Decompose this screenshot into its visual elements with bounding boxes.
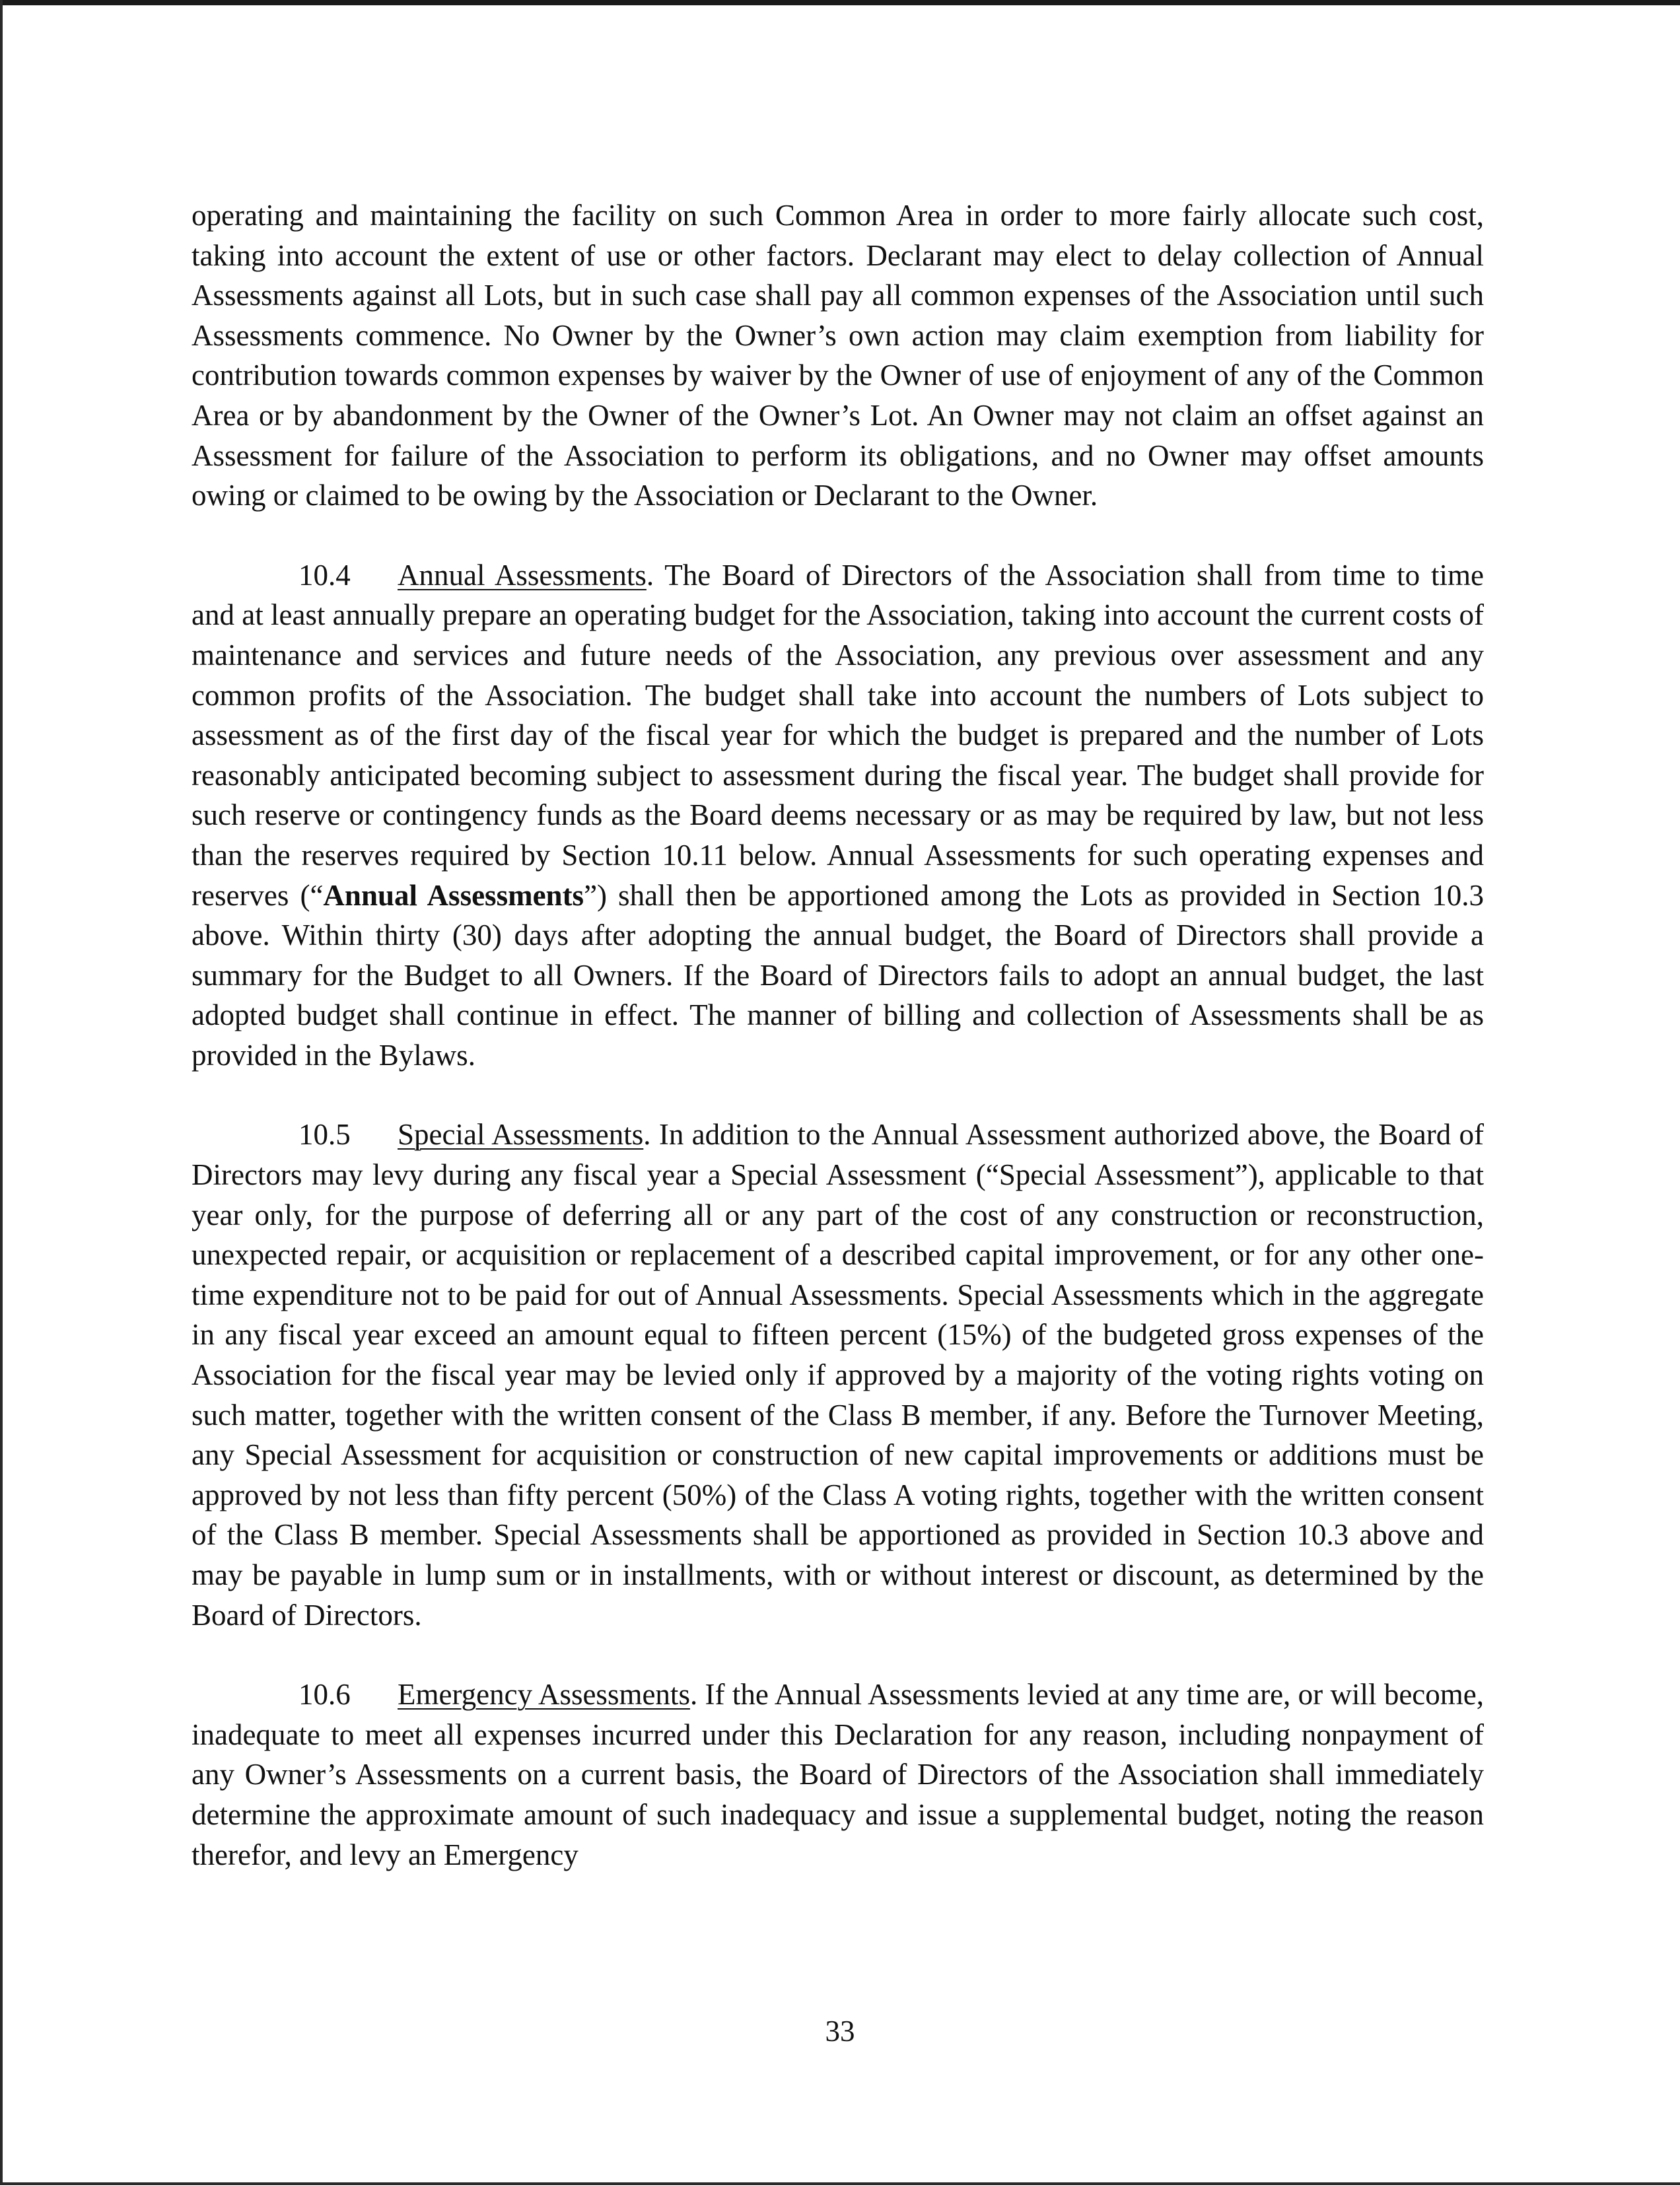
section-number: 10.4 <box>298 558 351 592</box>
section-text: . The Board of Directors of the Association shall from time to time and at least annually prepare an operating budget for the Association, taking into account the current costs of maintenance and services and future needs of the Association, any previous over assessment and any common profits of the Association. The budget shall take into account the numbers of Lots subject to assessment as of the first day of the fiscal year for which the budget is prepared and the number of Lots reasonably anticipated becoming subject to assessment during the fiscal year. The budget shall provide for such reserve or contingency funds as the Board deems necessary or as may be required by law, but not less than the reserves required by Section 10.11 below. Annual Assessments for such operating expenses and reserves (“ <box>192 558 1485 912</box>
section-heading: Special Assessments <box>398 1118 644 1152</box>
document-body <box>192 195 1484 1914</box>
top-border-rule <box>0 0 1680 5</box>
section-10-6 <box>192 1675 1484 1875</box>
bottom-border-rule <box>0 2182 1680 2185</box>
paragraph-continuation: operating and maintaining the facility on such Common Area in order to more fairly allocate such cost, taking into account the extent of use or other factors. Declarant may elect to delay collection of Annual Assessments against all Lots, but in such case shall pay all common expenses of the Association until such Assessments commence. No Owner by the Owner’s own action may claim exemption from liability for contribution towards common expenses by waiver by the Owner of use of enjoyment of any of the Common Area or by abandonment by the Owner of the Owner’s Lot. An Owner may not claim an offset against an Assessment for failure of the Association to perform its obligations, and no Owner may offset amounts owing or claimed to be owing by the Association or Declarant to the Owner. <box>192 199 1484 512</box>
section-10-4 <box>192 555 1484 1076</box>
defined-term: Annual Assessments <box>323 878 584 912</box>
left-border-rule <box>0 0 3 2185</box>
page-number: 33 <box>825 2015 855 2048</box>
section-number: 10.6 <box>298 1678 351 1712</box>
section-heading: Emergency Assessments <box>398 1678 690 1712</box>
section-text-continued: ”) shall then be apportioned among the Lots as provided in Section 10.3 above. Within thirty (30) days after adopting the annual budget, the Board of Directors shall provide a summary for the Budget to all Owners. If the Board of Directors fails to adopt an annual budget, the last adopted budget shall continue in effect. The manner of billing and collection of Assessments shall be as provided in the Bylaws. <box>192 878 1484 1072</box>
section-heading: Annual Assessments <box>398 558 647 592</box>
section-text: . If the Annual Assessments levied at any time are, or will become, inadequate to meet all expenses incurred under this Declaration for any reason, including nonpayment of any Owner’s Assessments on a current basis, the Board of Directors of the Association shall immediately determine the approximate amount of such inadequacy and issue a supplemental budget, noting the reason therefor, and levy an Emergency <box>192 1678 1485 1871</box>
section-10-5 <box>192 1115 1484 1635</box>
section-text: . In addition to the Annual Assessment authorized above, the Board of Directors may levy during any fiscal year a Special Assessment (“Special Assessment”), applicable to that year only, for the purpose of deferring all or any part of the cost of any construction or reconstruction, unexpected repair, or acquisition or replacement of a described capital improvement, or for any other one-time expenditure not to be paid for out of Annual Assessments. Special Assessments which in the aggregate in any fiscal year exceed an amount equal to fifteen percent (15%) of the budgeted gross expenses of the Association for the fiscal year may be levied only if approved by a majority of the voting rights voting on such matter, together with the written consent of the Class B member, if any. Before the Turnover Meeting, any Special Assessment for acquisition or construction of new capital improvements or additions must be approved by not less than fifty percent (50%) of the Class A voting rights, together with the written consent of the Class B member. Special Assessments shall be apportioned as provided in Section 10.3 above and may be payable in lump sum or in installments, with or without interest or discount, as determined by the Board of Directors. <box>192 1118 1484 1632</box>
section-number: 10.5 <box>298 1118 351 1152</box>
